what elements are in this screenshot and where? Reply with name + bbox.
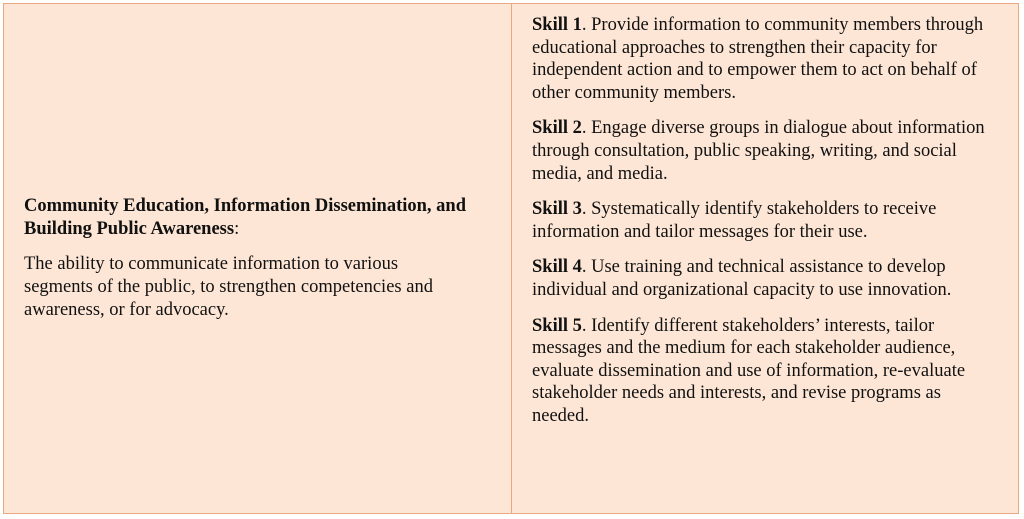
skill-text: . Systematically identify stakeholders to receive information and tailor messages for their use. xyxy=(532,199,937,242)
skill-label: Skill 4 xyxy=(532,257,582,278)
skill-text: . Use training and technical assistance to develop individual and organizational capacity to use innovation. xyxy=(532,257,952,300)
competency-table xyxy=(3,3,1019,514)
competency-colon: : xyxy=(234,219,240,239)
skill-text: . Engage diverse groups in dialogue about information through consultation, public speaking, writing, and social media, and media. xyxy=(532,118,985,184)
competency-title: Community Education, Information Dissemination, and Building Public Awareness xyxy=(24,196,467,239)
skill-item-5 xyxy=(532,315,1000,428)
skills-cell xyxy=(512,4,1018,513)
competency-description: The ability to communicate information to various segments of the public, to strengthen competencies and awareness, or for advocacy. xyxy=(24,254,433,320)
competency-heading xyxy=(24,195,471,241)
skill-label: Skill 5 xyxy=(532,315,582,336)
skill-text: . Identify different stakeholders’ interests, tailor messages and the medium for each stakeholder audience, evaluate dissemination and use of information, re-evaluate stakeholder needs and interests, and revise programs as needed. xyxy=(532,315,966,426)
skill-item-1 xyxy=(532,14,1000,104)
competency-cell xyxy=(4,4,512,513)
skill-item-2 xyxy=(532,117,1000,185)
skill-label: Skill 2 xyxy=(532,118,582,139)
skill-label: Skill 1 xyxy=(532,15,582,35)
skill-item-3 xyxy=(532,198,1000,243)
skill-item-4 xyxy=(532,256,1000,301)
skill-label: Skill 3 xyxy=(532,199,582,220)
skill-text: . Provide information to community members through educational approaches to strengthen their capacity for independent action and to empower them to act on behalf of other community members. xyxy=(532,15,984,103)
